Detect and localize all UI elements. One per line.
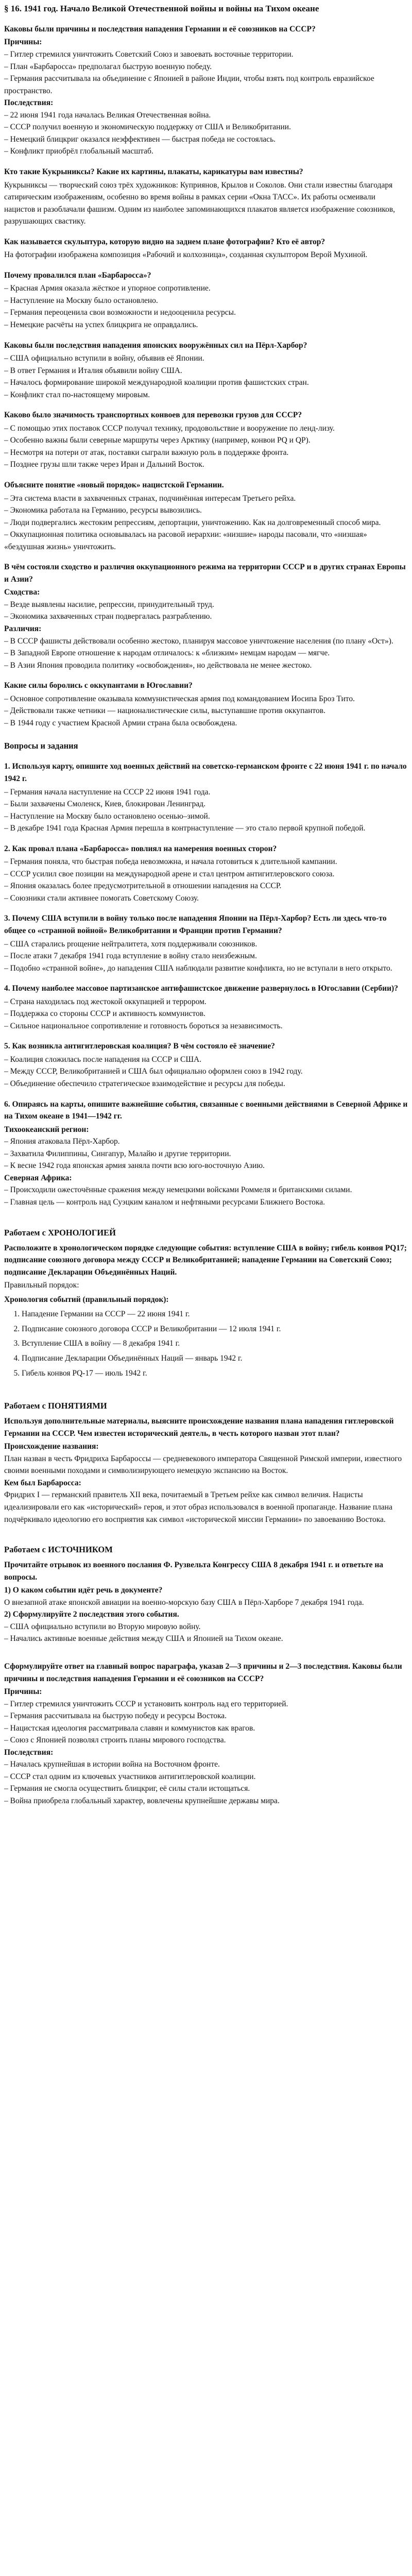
answer-line: Кукрыниксы — творческий союз трёх художников: Куприянов, Крылов и Соколов. Они стали известны благодаря сатирическим изображениям, особенно во время войны в рамках серии «Окна ТАСС». Их работы осмеивали нацистов и разоблачали фашизм. Одним из наиболее запоминающихся плакатов является изображение союзников, разрушающих свастику. — [4, 180, 396, 226]
answer-line: – 22 июня 1941 года началась Великая Отечественная война. — [4, 110, 211, 120]
answer-line: – С помощью этих поставок СССР получал технику, продовольствие и вооружение по ленд-лизу. — [4, 423, 335, 433]
chronology-list — [4, 1308, 408, 1379]
answer-line: – Подобно «странной войне», до нападения США наблюдали развитие конфликта, но не вступали в него открыто. — [4, 963, 392, 973]
answer-line: На фотографии изображена композиция «Рабочий и колхозница», созданная скульптором Верой Мухиной. — [4, 250, 368, 260]
answer-line: – Япония атаковала Пёрл-Харбор. — [4, 1137, 120, 1146]
answer-line: О внезапной атаке японской авиации на военно-морскую базу США в Пёрл-Харборе 7 декабря 1941 года. — [4, 1598, 364, 1607]
question: Каково было значимость транспортных конвоев для перевозки грузов для СССР? — [4, 411, 302, 420]
answer-subheading: Различия: — [4, 624, 42, 633]
chronology-event: 4. Подписание Декларации Объединённых Наций — январь 1942 г. — [22, 1352, 408, 1365]
answer-line: – Союз с Японией позволял строить планы мирового господства. — [4, 1736, 226, 1745]
answer-line: – Немецкий блицкриг оказался неэффективен — быстрая победа не состоялась. — [4, 134, 276, 144]
answer-line: – После атаки 7 декабря 1941 года вступление в войну стало неизбежным. — [4, 952, 257, 961]
answer-line: – Сильное национальное сопротивление и готовность бороться за независимость. — [4, 1021, 283, 1030]
answer-line: – Эта система власти в захваченных странах, подчинённая интересам Третьего рейха. — [4, 494, 296, 503]
answer-line: – Гитлер стремился уничтожить СССР и установить контроль над его территорией. — [4, 1699, 288, 1708]
answer-line: – Главная цель — контроль над Суэцким каналом и нефтяными ресурсами Ближнего Востока. — [4, 1197, 325, 1207]
source-prompt: Прочитайте отрывок из военного послания Ф. Рузвельта Конгрессу США 8 декабря 1941 г. и ответьте на вопросы. — [4, 1561, 384, 1582]
answer-line: – США официально вступили в войну, объявив её Японии. — [4, 354, 204, 363]
answer-line: – Красная Армия оказала жёсткое и упорное сопротивление. — [4, 284, 211, 293]
answer-line: – Немецкие расчёты на успех блицкрига не оправдались. — [4, 320, 198, 329]
answer-line: – Везде выявлены насилие, репрессии, принудительный труд. — [4, 600, 214, 609]
answer-line: – Начались активные военные действия между США и Японией на Тихом океане. — [4, 1634, 283, 1643]
answer-line: – Экономика захваченных стран подвергалась разграблению. — [4, 612, 212, 621]
chronology-prompt: Расположите в хронологическом порядке следующие события: вступление США в войну; гибель конвоя PQ17; подписание союзного договора между СССР и Великобританией; нападение Германии на Советский Союз; подписание Декларации Объединённых Наций. — [4, 1243, 407, 1277]
answer-line: План назван в честь Фридриха Барбароссы — средневекового императора Священной Римской империи, известного своими военными походами и символизирующего немецкую экспансию на Восток. — [4, 1454, 402, 1476]
paragraph-title: § 16. 1941 год. Начало Великой Отечественной войны и войны на Тихом океане — [4, 4, 319, 13]
answer-line: – Япония оказалась более предусмотрительной в отношении нападения на СССР. — [4, 882, 282, 891]
question: Какие силы боролись с оккупантами в Югославии? — [4, 681, 193, 690]
answer-subheading: 2) Сформулируйте 2 последствия этого события. — [4, 1610, 179, 1619]
answer-subheading: Причины: — [4, 38, 42, 47]
tasks-header: Вопросы и задания — [4, 741, 78, 751]
answer-subheading: Последствия: — [4, 98, 54, 108]
answer-line: – В ответ Германия и Италия объявили войну США. — [4, 366, 182, 375]
answer-subheading: Причины: — [4, 1687, 42, 1697]
answer-line: – Конфликт приобрёл глобальный масштаб. — [4, 147, 153, 156]
answer-line: – План «Барбаросса» предполагал быструю военную победу. — [4, 62, 212, 71]
answer-line: – В Азии Япония проводила политику «освобождения», но действовала не менее жестоко. — [4, 660, 312, 670]
answer-subheading: Кем был Барбаросса: — [4, 1478, 81, 1487]
concepts-answer — [4, 1440, 408, 1526]
answer-line: – Поддержка со стороны СССР и активность коммунистов. — [4, 1009, 205, 1019]
answer-subheading: Сходства: — [4, 588, 40, 597]
answer-line: – В декабре 1941 года Красная Армия перешла в контрнаступление — это стало первой крупной победой. — [4, 824, 366, 833]
tasks-section — [4, 760, 408, 1208]
answer-line: – Происходили ожесточённые сражения между немецкими войсками Роммеля и британскими силами. — [4, 1185, 352, 1195]
concepts-prompt: Используя дополнительные материалы, выясните происхождение названия плана нападения гитлеровской Германии на СССР. Чем известен исторический деятель, в честь которого назван этот план? — [4, 1417, 394, 1438]
answer-line: – Нацистская идеология рассматривала славян и коммунистов как врагов. — [4, 1723, 255, 1733]
answer-line: – Германия рассчитывала на быструю победу и ресурсы Востока. — [4, 1711, 227, 1721]
answer-subheading: Северная Африка: — [4, 1173, 72, 1182]
answer-line: – Наступление на Москву было остановлено осенью–зимой. — [4, 811, 210, 821]
answer-line: – СССР усилил свое позиции на международной арене и стал центром антигитлеровского союза. — [4, 869, 335, 878]
answer-subheading: Тихоокеанский регион: — [4, 1125, 89, 1134]
answer-line: – Экономика работала на Германию, ресурсы вывозились. — [4, 506, 202, 515]
chronology-event: 5. Гибель конвоя PQ-17 — июль 1942 г. — [22, 1367, 408, 1380]
task-question: 5. Как возникла антигитлеровская коалиция? В чём состояло её значение? — [4, 1042, 275, 1051]
task-question: 3. Почему США вступили в войну только после нападения Японии на Пёрл-Харбор? Есть ли здесь что-то общее со «странной войной» Великобритании и Франции против Германии? — [4, 914, 387, 936]
source-answer — [4, 1584, 408, 1645]
question: Почему провалился план «Барбаросса»? — [4, 270, 151, 280]
task-question: 1. Используя карту, опишите ход военных действий на советско-германском фронте с 22 июня 1941 г. по начало 1942 г. — [4, 762, 407, 783]
concepts-header: Работаем с ПОНЯТИЯМИ — [4, 1401, 107, 1411]
final-prompt: Сформулируйте ответ на главный вопрос параграфа, указав 2—3 причины и 2—3 последствия. Каковы были причины и последствия нападения Германии и её союзников на СССР? — [4, 1662, 402, 1683]
answer-subheading: Происхождение названия: — [4, 1442, 99, 1451]
question: Объясните понятие «новый порядок» нацистской Германии. — [4, 480, 224, 489]
answer-line: – Германия поняла, что быстрая победа невозможна, и начала готовиться к длительной кампании. — [4, 857, 337, 867]
answer-line: – Между СССР, Великобританией и США был официально оформлен союз в 1942 году. — [4, 1067, 303, 1076]
answer-line: Фридрих I — германский правитель XII века, почитаемый в Третьем рейхе как символ величия. Нацисты идеализировали его как «исторический» героя, и этот образ использовался в военной пропаганде. Название плана подчёркивало идеологию его восприятия как символ «исторической миссии Германии» по завоеванию Востока. — [4, 1490, 392, 1524]
chronology-event: 2. Подписание союзного договора СССР и Великобритании — 12 июля 1941 г. — [22, 1323, 408, 1335]
task-question: 6. Опираясь на карты, опишите важнейшие события, связанные с военными действиями в Северной Африке и на Тихом океане в 1941—1942 гг. — [4, 1099, 408, 1121]
answer-line: – Захватила Филиппины, Сингапур, Малайю и другие территории. — [4, 1149, 231, 1158]
answer-line: – Германия начала наступление на СССР 22 июня 1941 года. — [4, 787, 211, 796]
question: Как называется скульптура, которую видно на заднем плане фотографии? Кто её автор? — [4, 237, 325, 246]
chronology-order-label: Правильный порядок: — [4, 1281, 79, 1290]
answer-line: – Наступление на Москву было остановлено. — [4, 296, 158, 305]
answer-line: – СССР получил военную и экономическую поддержку от США и Великобритании. — [4, 123, 291, 132]
answer-line: – Война приобрела глобальный характер, вовлечены крупнейшие державы мира. — [4, 1796, 280, 1805]
answer-line: – США старались proщение нейтралитета, хотя поддерживали союзников. — [4, 939, 258, 948]
answer-line: – Германия рассчитывала на объединение с Японией в районе Индии, чтобы взять под контроль евразийское пространство. — [4, 74, 374, 95]
document — [4, 0, 408, 1823]
answer-line: – Особенно важны были северные маршруты через Арктику (например, конвои PQ и QP). — [4, 436, 311, 445]
answer-line: – Конфликт стал по-настоящему мировым. — [4, 390, 150, 399]
answer-line: – Страна находилась под жестокой оккупацией и террором. — [4, 997, 207, 1006]
answer-line: – Началось формирование широкой международной коалиции против фашистских стран. — [4, 378, 309, 387]
answer-line: – Позднее грузы шли также через Иран и Дальний Восток. — [4, 460, 204, 469]
answer-line: – В 1944 году с участием Красной Армии страна была освобождена. — [4, 718, 237, 727]
answer-subheading: Последствия: — [4, 1748, 54, 1757]
answer-line: – США официально вступили во Вторую мировую войну. — [4, 1622, 201, 1631]
task-question: 2. Как провал плана «Барбаросса» повлиял на намерения военных сторон? — [4, 844, 277, 853]
question: В чём состояли сходство и различия оккупационного режима на территории СССР и в других странах Европы и Азии? — [4, 563, 406, 584]
answer-line: – Германия не смогла осуществить блицкриг, её силы стали истощаться. — [4, 1784, 250, 1793]
answer-line: – Несмотря на потери от атак, поставки сыграли важную роль в поддержке фронта. — [4, 448, 289, 457]
answer-line: – Основное сопротивление оказывала коммунистическая армия под командованием Иосипа Броз Тито. — [4, 694, 355, 703]
answer-line: – В СССР фашисты действовали особенно жестоко, планируя массовое уничтожение населения (по плану «Ост»). — [4, 636, 393, 646]
answer-line: – СССР стал одним из ключевых участников антигитлеровской коалиции. — [4, 1772, 256, 1781]
question: Кто такие Кукрыниксы? Какие их картины, плакаты, карикатуры вам известны? — [4, 167, 303, 176]
answer-line: – Были захвачены Смоленск, Киев, блокирован Ленинград. — [4, 800, 205, 809]
answer-line: – Союзники стали активнее помогать Советскому Союзу. — [4, 893, 199, 903]
answer-line: – Объединение обеспечило стратегическое взаимодействие и ресурсы для победы. — [4, 1079, 285, 1089]
chronology-header: Работаем с ХРОНОЛОГИЕЙ — [4, 1227, 116, 1238]
answer-line: – Действовали также четники — националистические силы, выступавшие против оккупантов. — [4, 706, 325, 716]
source-header: Работаем с ИСТОЧНИКОМ — [4, 1545, 113, 1555]
answer-subheading: 1) О каком событии идёт речь в документе? — [4, 1586, 163, 1595]
answer-line: – В Западной Европе отношение к народам отличалось: к «близким» немцам народам — мягче. — [4, 649, 330, 658]
task-question: 4. Почему наиболее массовое партизанское антифашистское движение развернулось в Югославии (Сербии)? — [4, 984, 398, 993]
intro-section — [4, 23, 408, 729]
answer-line: – Гитлер стремился уничтожить Советский Союз и завоевать восточные территории. — [4, 50, 294, 59]
answer-line: – К весне 1942 года японская армия заняла почти всю юго-восточную Азию. — [4, 1161, 265, 1171]
answer-line: – Коалиция сложилась после нападения на СССР и США. — [4, 1055, 202, 1064]
answer-line: – Германия переоценила свои возможности и недооценила ресурсы. — [4, 308, 236, 317]
final-answer — [4, 1686, 408, 1807]
answer-line: – Оккупационная политика основывалась на расовой иерархии: «низшие» народы пасовали, что «низшая» «бездушная жизнь» уничтожить. — [4, 530, 367, 551]
question: Каковы были причины и последствия нападения Германии и её союзников на СССР? — [4, 24, 316, 33]
chronology-event: 1. Нападение Германии на СССР — 22 июня 1941 г. — [22, 1308, 408, 1320]
answer-line: – Началась крупнейшая в истории война на Восточном фронте. — [4, 1760, 220, 1769]
question: Каковы были последствия нападения японских вооружённых сил на Пёрл-Харбор? — [4, 341, 307, 350]
chronology-subtitle: Хронология событий (правильный порядок): — [4, 1295, 169, 1304]
chronology-event: 3. Вступление США в войну — 8 декабря 1941 г. — [22, 1337, 408, 1350]
answer-line: – Люди подвергались жестоким репрессиям, депортации, уничтожению. Как на долговременный способ мира. — [4, 518, 381, 527]
